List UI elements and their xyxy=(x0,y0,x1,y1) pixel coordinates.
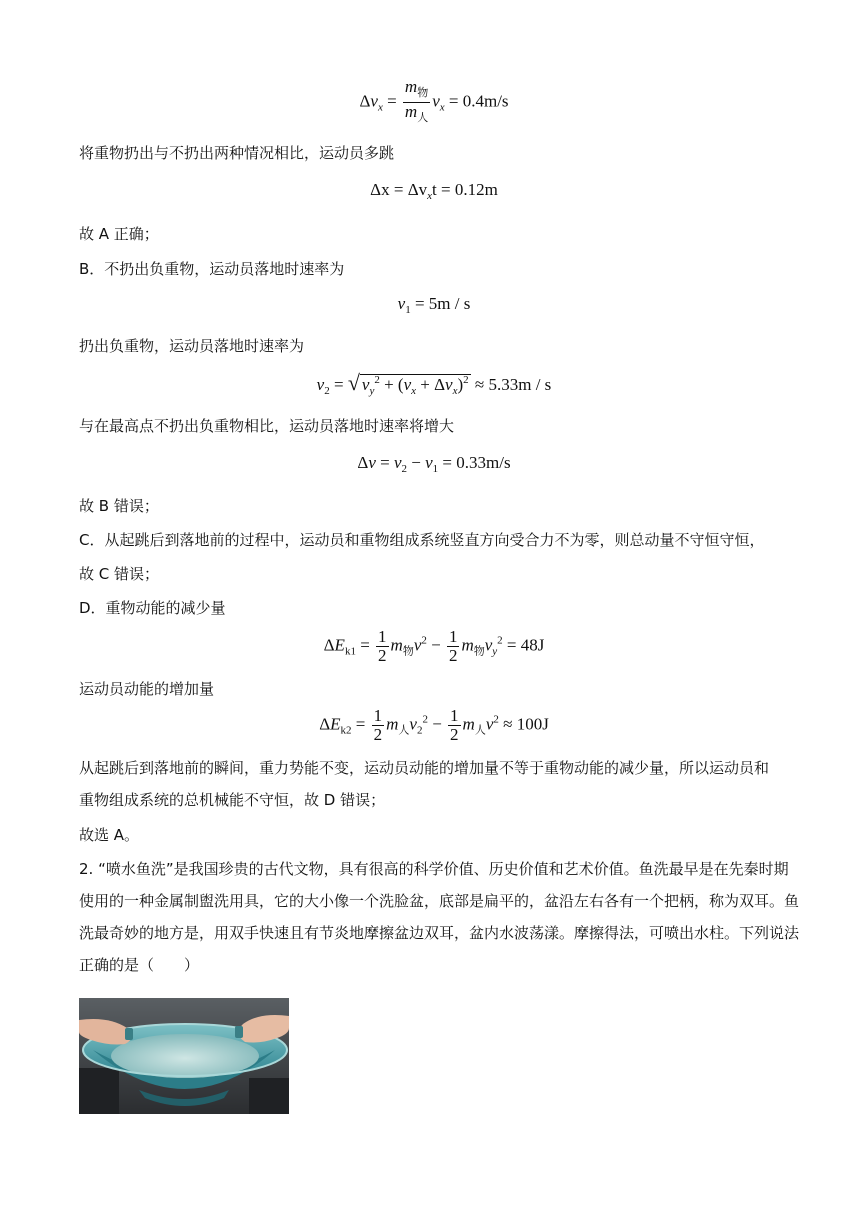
text-line: 与在最高点不扔出负重物相比，运动员落地时速率将增大 xyxy=(79,417,455,435)
text-line: 重物组成系统的总机械能不守恒，故 D 错误； xyxy=(79,791,386,809)
text-line: C．从起跳后到落地前的过程中，运动员和重物组成系统竖直方向受合力不为零，则总动量不守恒守恒， xyxy=(79,531,765,549)
equation-delta-x: $\Delta x = \Delta v_xt = 0.12m$ xyxy=(370,180,498,202)
text-line: 故 A 正确； xyxy=(79,225,159,243)
equation-v2: $v_2$ = √ $v_y^2 + (v_x + \Delta v_x)^2 \approx 5.33m / s$ xyxy=(316,370,552,397)
equation-delta-vx: $\Delta v_x$ = $\frac{m_物}{m_人}$ $v_x = 0.4m/s$ xyxy=(359,77,509,124)
equation-delta-ek2: $\Delta E_{k2}$ = $\frac{1}{2}$ $m_人v_2^2$ − $\frac{1}{2}$ $m_人v^2 \approx 100J$ xyxy=(319,706,549,744)
text-line: 运动员动能的增加量 xyxy=(79,680,215,698)
text-line: 故 B 错误； xyxy=(79,497,159,515)
text-line: 扔出负重物，运动员落地时速率为 xyxy=(79,337,305,355)
text-line: D．重物动能的减少量 xyxy=(79,599,226,617)
equation-delta-v: $\Delta v = v_2 - v_1 = 0.33m/s$ xyxy=(357,453,511,475)
fish-basin-photo xyxy=(79,998,289,1114)
equation-delta-ek1: $\Delta E_{k1}$ = $\frac{1}{2}$ $m_物v^2$ − $\frac{1}{2}$ $m_物v_y^2 = 48J$ xyxy=(323,627,545,665)
text-line: 故 C 错误； xyxy=(79,565,160,583)
question-2-text: 2. “喷水鱼洗”是我国珍贵的古代文物，具有很高的科学价值、历史价值和艺术价值。鱼洗最早是在先秦时期使用的一种金属制盥洗用具，它的大小像一个洗脸盆，底部是扁平的，盆沿左右各有一个把柄，称为双耳。鱼洗最奇妙的地方是，用双手快速且有节炎地摩擦盆边双耳，盆内水波荡漾。摩擦得法，可喷出水柱。下列说法正确的是（ ） xyxy=(79,860,800,974)
text-line: 故选 A。 xyxy=(79,826,140,844)
text-line: 将重物扔出与不扔出两种情况相比，运动员多跳 xyxy=(79,144,395,162)
text-line: 从起跳后到落地前的瞬间，重力势能不变，运动员动能的增加量不等于重物动能的减少量，所以运动员和 xyxy=(79,759,770,777)
equation-v1: $v_1 = 5m / s$ xyxy=(397,294,471,316)
text-line: B．不扔出负重物，运动员落地时速率为 xyxy=(79,260,345,278)
